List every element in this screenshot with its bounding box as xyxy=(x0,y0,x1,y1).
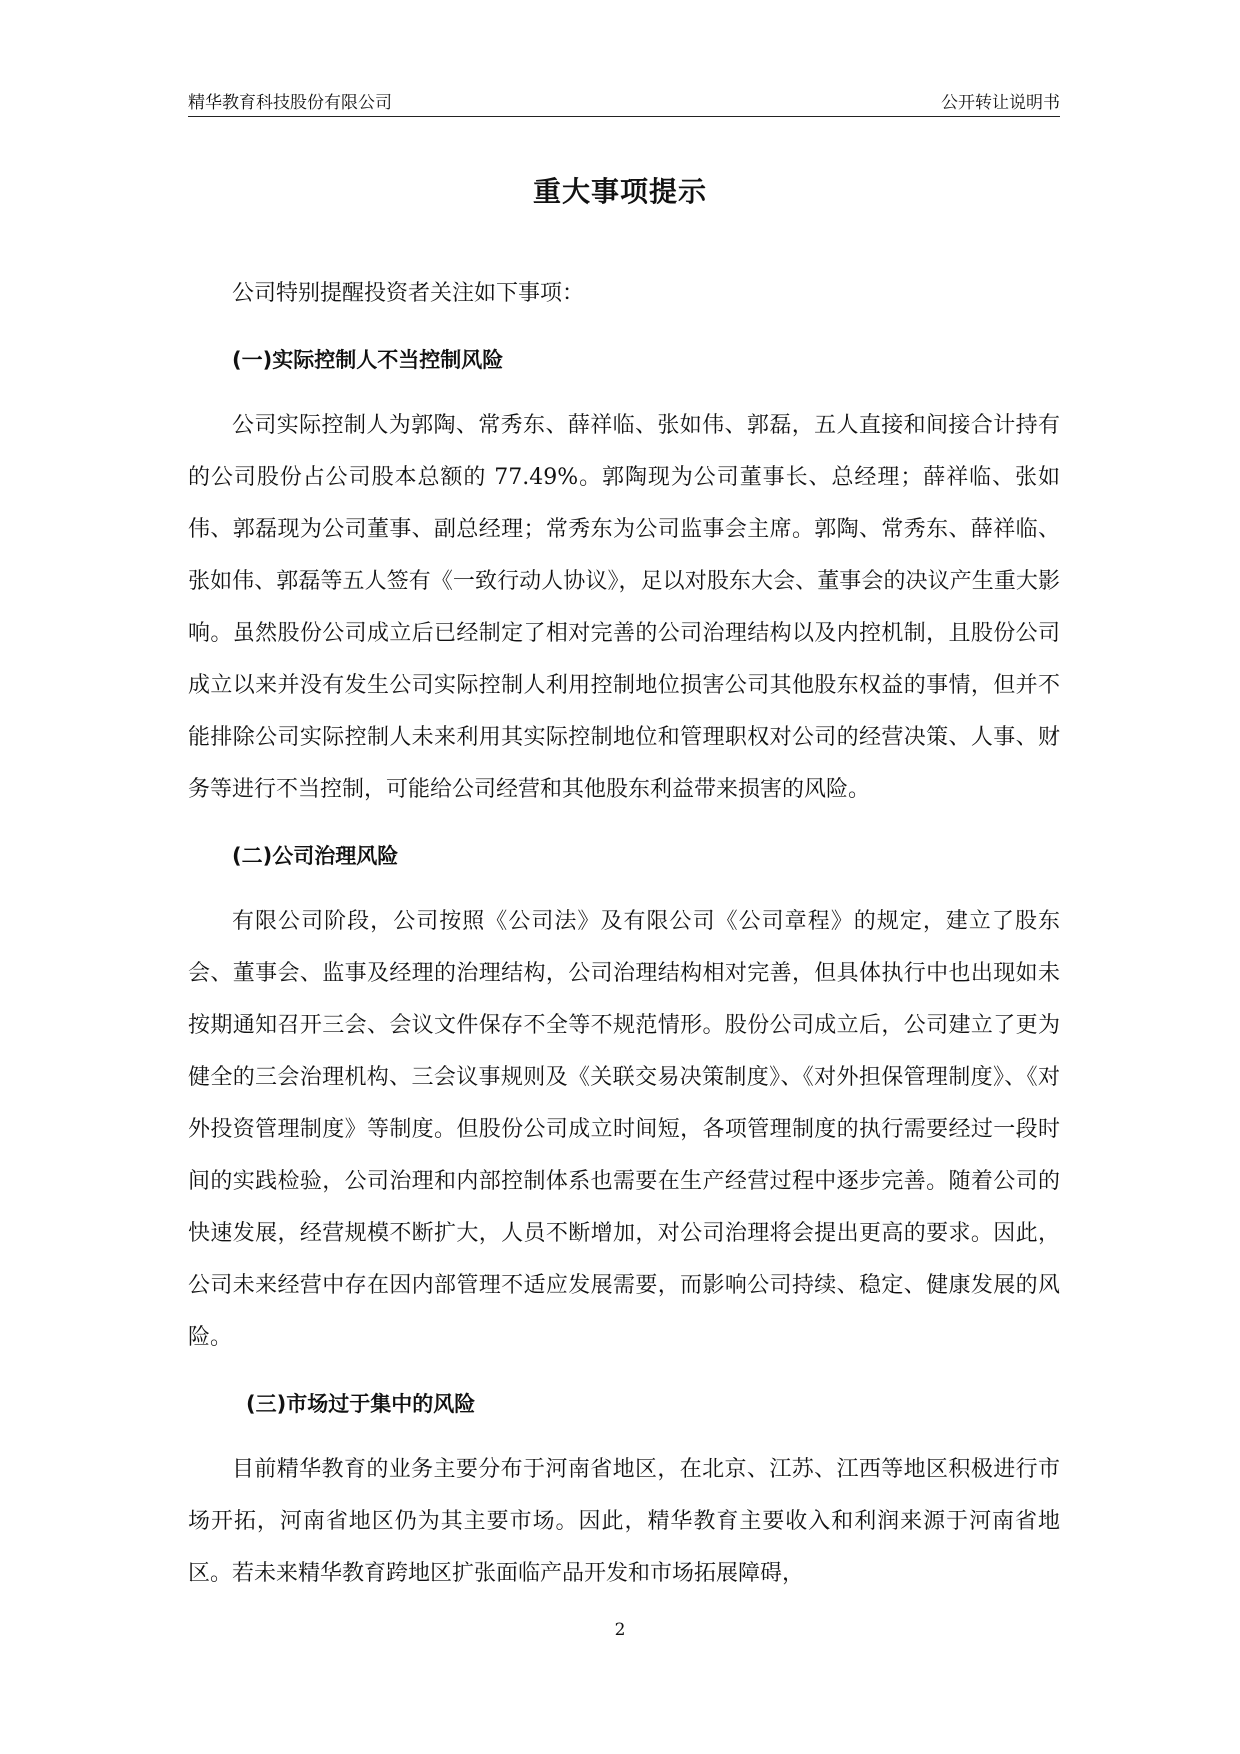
page-number: 2 xyxy=(614,1620,626,1640)
section-heading-governance-risk: (二)公司治理风险 xyxy=(232,844,399,868)
section-heading-market-concentration-risk: (三)市场过于集中的风险 xyxy=(246,1392,476,1416)
header-document-type: 公开转让说明书 xyxy=(941,93,1060,113)
page-title: 重大事项提示 xyxy=(532,175,707,208)
section-body-market-concentration-risk: 目前精华教育的业务主要分布于河南省地区，在北京、江苏、江西等地区积极进行市场开拓，河南省地区仍为其主要市场。因此，精华教育主要收入和利润来源于河南省地区。若未来精华教育跨地区扩张面临产品开发和市场拓展障碍， xyxy=(188,1457,1060,1586)
intro-paragraph: 公司特别提醒投资者关注如下事项： xyxy=(232,281,585,306)
document-body xyxy=(188,268,1060,1614)
header-company-name: 精华教育科技股份有限公司 xyxy=(188,93,392,113)
section-body-control-risk: 公司实际控制人为郭陶、常秀东、薛祥临、张如伟、郭磊，五人直接和间接合计持有的公司股份占公司股本总额的 77.49%。郭陶现为公司董事长、总经理；薛祥临、张如伟、郭磊现为公司董事、副总经理；常秀东为公司监事会主席。郭陶、常秀东、薛祥临、张如伟、郭磊等五人签有《一致行动人协议》，足以对股东大会、董事会的决议产生重大影响。虽然股份公司成立后已经制定了相对完善的公司治理结构以及内控机制，且股份公司成立以来并没有发生公司实际控制人利用控制地位损害公司其他股东权益的事情，但并不能排除公司实际控制人未来利用其实际控制地位和管理职权对公司的经营决策、人事、财务等进行不当控制，可能给公司经营和其他股东利益带来损害的风险。 xyxy=(188,413,1060,802)
section-body-governance-risk: 有限公司阶段，公司按照《公司法》及有限公司《公司章程》的规定，建立了股东会、董事会、监事及经理的治理结构，公司治理结构相对完善，但具体执行中也出现如未按期通知召开三会、会议文件保存不全等不规范情形。股份公司成立后，公司建立了更为健全的三会治理机构、三会议事规则及《关联交易决策制度》、《对外担保管理制度》、《对外投资管理制度》等制度。但股份公司成立时间短，各项管理制度的执行需要经过一段时间的实践检验，公司治理和内部控制体系也需要在生产经营过程中逐步完善。随着公司的快速发展，经营规模不断扩大，人员不断增加，对公司治理将会提出更高的要求。因此，公司未来经营中存在因内部管理不适应发展需要，而影响公司持续、稳定、健康发展的风险。 xyxy=(188,909,1060,1350)
section-heading-control-risk: (一)实际控制人不当控制风险 xyxy=(232,348,504,372)
page-header xyxy=(188,86,1060,117)
